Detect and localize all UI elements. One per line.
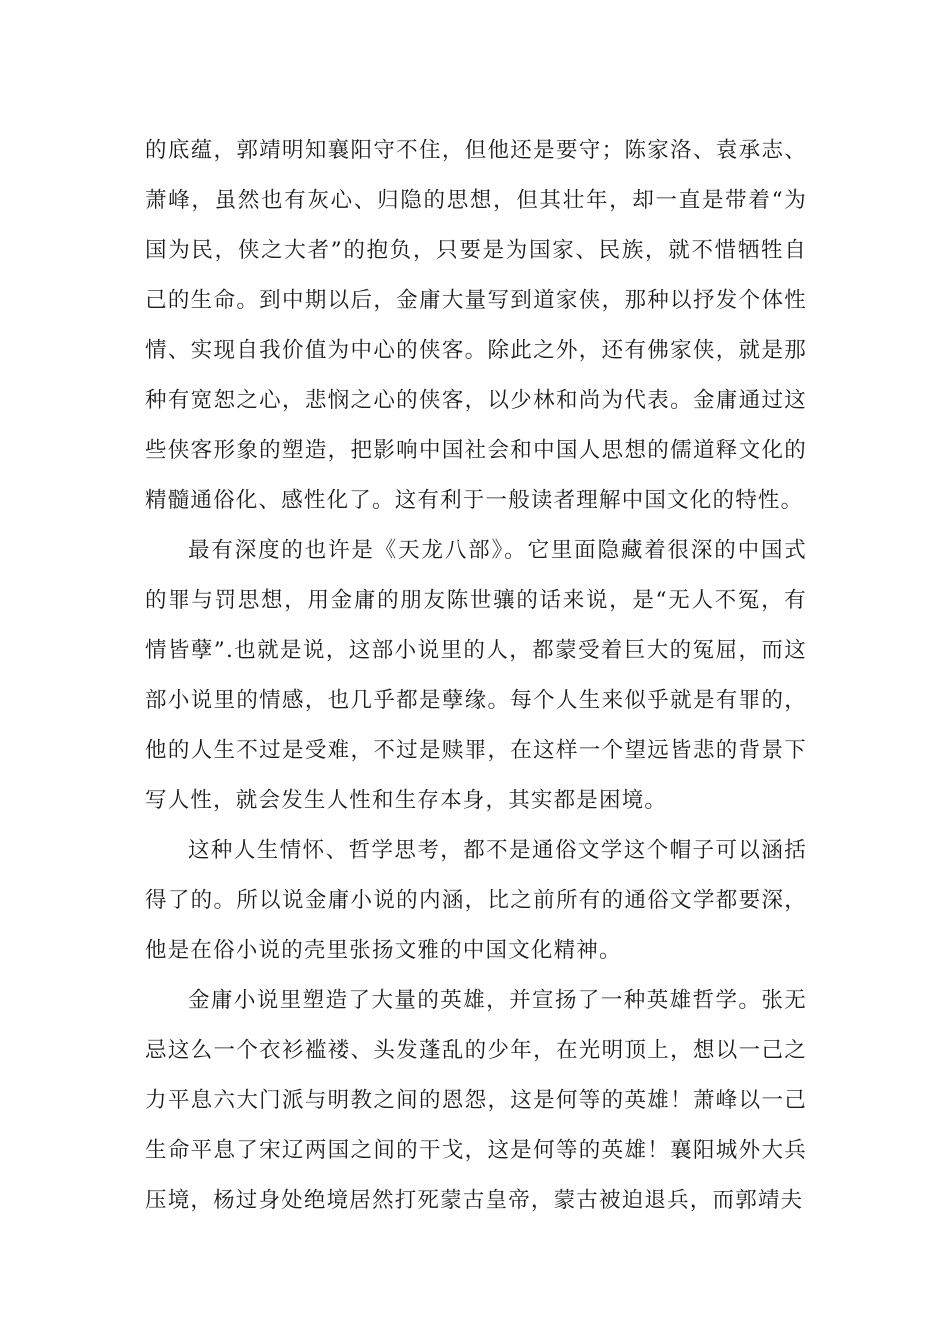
- paragraph-4: 金庸小说里塑造了大量的英雄，并宣扬了一种英雄哲学。张无忌这么一个衣衫褴褛、头发蓬乱的少年，在光明顶上，想以一己之力平息六大门派与明教之间的恩怨，这是何等的英雄！萧峰以一己生命平息了宋辽两国之间的干戈，这是何等的英雄！襄阳城外大兵压境，杨过身处绝境居然打死蒙古皇帝，蒙古被迫退兵，而郭靖夫: [145, 988, 807, 1213]
- paragraph-3: 这种人生情怀、哲学思考，都不是通俗文学这个帽子可以涵括得了的。所以说金庸小说的内涵，比之前所有的通俗文学都要深，他是在俗小说的壳里张扬文雅的中国文化精神。: [145, 838, 807, 963]
- paragraph-1: 的底蕴，郭靖明知襄阳守不住，但他还是要守；陈家洛、袁承志、萧峰，虽然也有灰心、归隐的思想，但其壮年，却一直是带着“为国为民，侠之大者”的抱负，只要是为国家、民族，就不惜牺牲自己的生命。到中期以后，金庸大量写到道家侠，那种以抒发个体性情、实现自我价值为中心的侠客。除此之外，还有佛家侠，就是那种有宽恕之心，悲悯之心的侠客，以少林和尚为代表。金庸通过这些侠客形象的塑造，把影响中国社会和中国人思想的儒道释文化的精髓通俗化、感性化了。这有利于一般读者理解中国文化的特性。: [145, 138, 807, 513]
- document-body: [145, 126, 807, 1226]
- paragraph-2: 最有深度的也许是《天龙八部》。它里面隐藏着很深的中国式的罪与罚思想，用金庸的朋友陈世骧的话来说，是“无人不冤，有情皆孽”.也就是说，这部小说里的人，都蒙受着巨大的冤屈，而这部小说里的情感，也几乎都是孽缘。每个人生来似乎就是有罪的，他的人生不过是受难，不过是赎罪，在这样一个望远皆悲的背景下写人性，就会发生人性和生存本身，其实都是困境。: [145, 538, 807, 813]
